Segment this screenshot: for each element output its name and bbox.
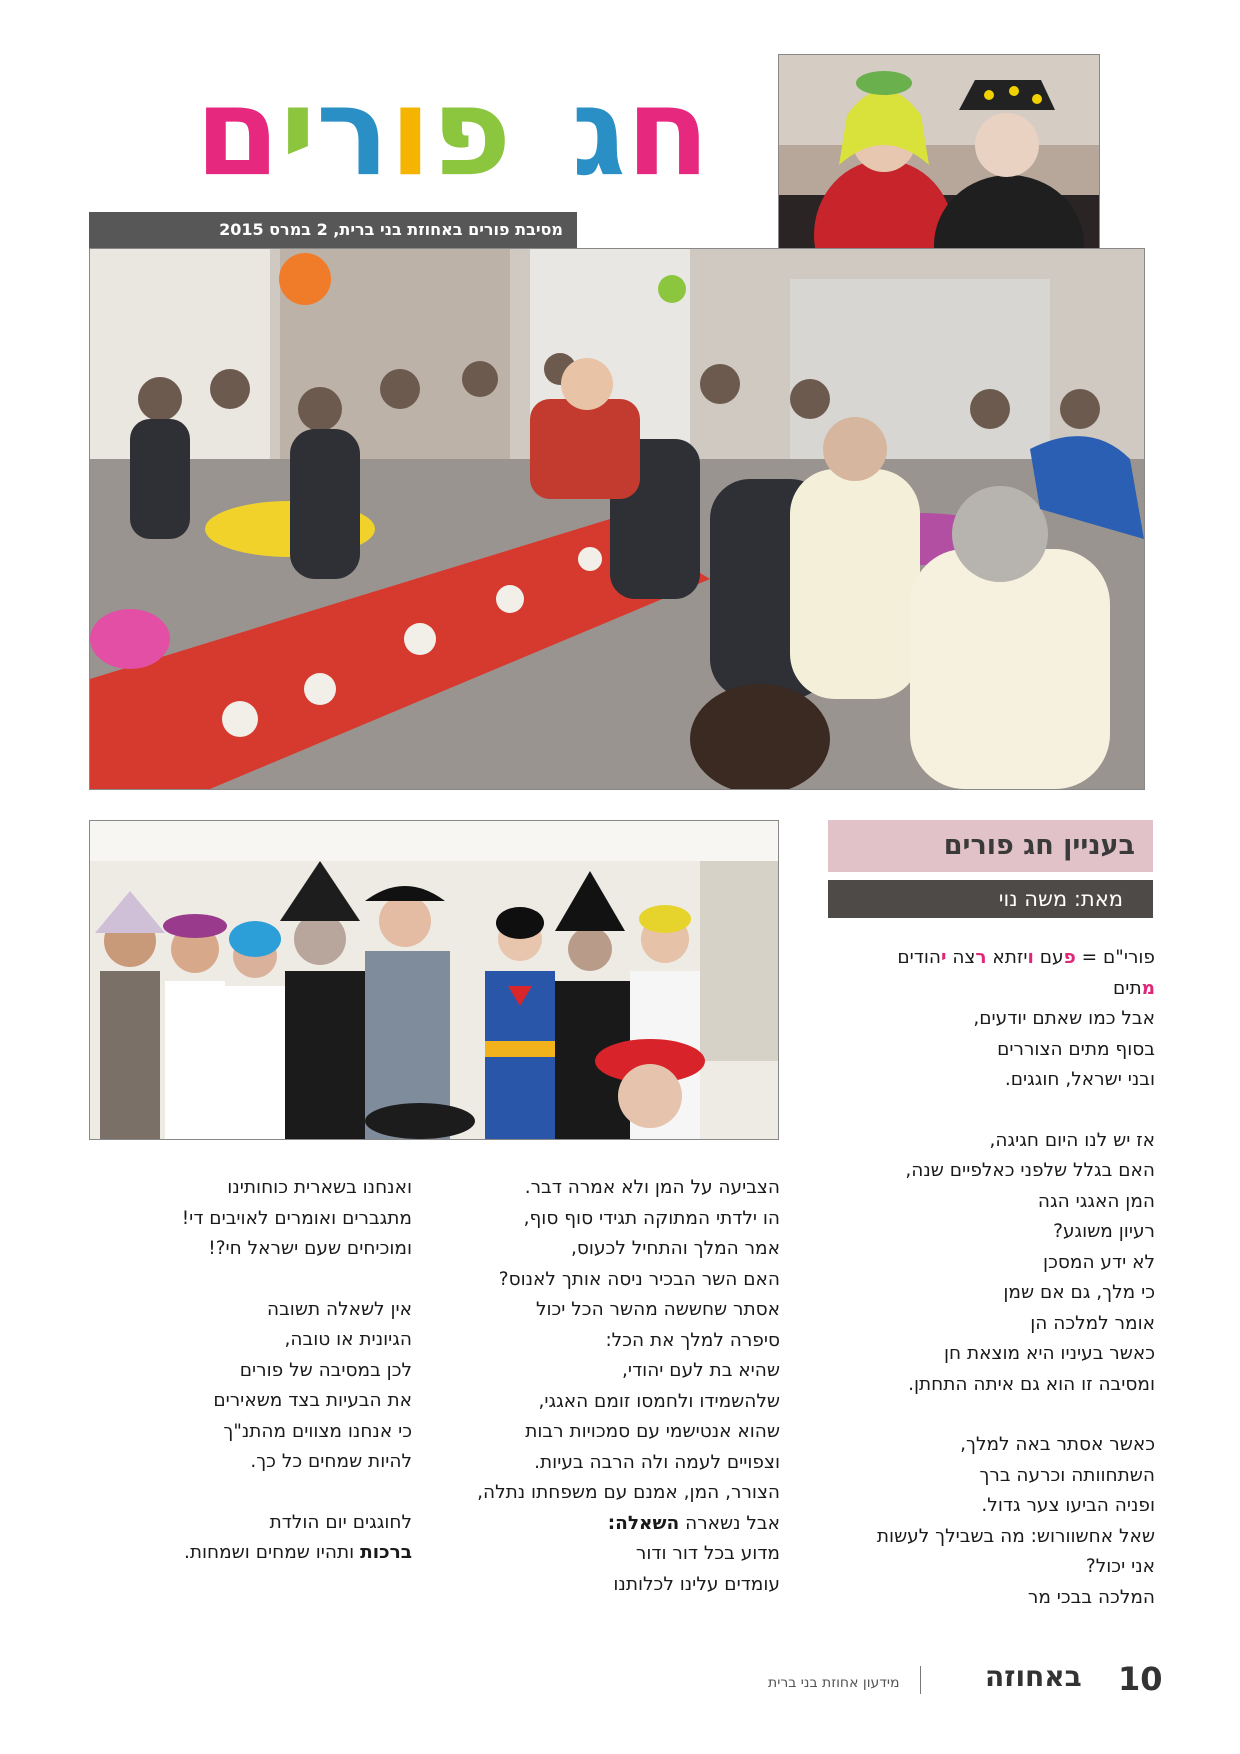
poem-line: אסתר שחששה מהשר הכל יכול [535, 1299, 780, 1320]
poem-line: המן האגגי הגה [1037, 1190, 1155, 1212]
stanza-gap [800, 1096, 1155, 1126]
poem-line-bold: ברכות [360, 1542, 412, 1563]
footer-divider [920, 1666, 921, 1694]
poem-line: הגיונית או טובה, [284, 1329, 412, 1350]
poem-line: שהיא בת לעם יהודי, [622, 1360, 780, 1381]
acrostic-letter: ו [1027, 947, 1034, 968]
acrostic-letter: מ [1141, 977, 1155, 999]
poem-line: כאשר אסתר באה למלך, [960, 1434, 1155, 1455]
poem-line-bold: השאלה: [607, 1512, 680, 1534]
poem-line: כאשר בעיניו היא מוצאת חן [943, 1343, 1155, 1364]
poem-line: מתגברים ואומרים לאויבים די! [181, 1207, 412, 1229]
acrostic-line [800, 943, 1155, 974]
poem-line: מדוע בכל דור ודור [635, 1543, 780, 1564]
title-letter: פ [431, 61, 512, 203]
title-word [571, 61, 710, 203]
poem-line: אני יכול? [1085, 1556, 1155, 1577]
poem-line: המלכה בבכי מר [1027, 1586, 1155, 1608]
stanza-gap [100, 1265, 412, 1295]
title-letter: ר [315, 61, 390, 203]
poem-line: שלהשמידו ולחמסו זומם האגגי, [538, 1390, 780, 1412]
poem-line: הצורר, המן, אמנם עם משפחתו נתלה, [477, 1482, 780, 1503]
poem-line: אין לשאלה תשובה [267, 1298, 412, 1320]
poem-line: הצביעה על המן ולא אמרה דבר. [524, 1177, 780, 1198]
poem-line: לא ידע המסכן [1043, 1251, 1155, 1273]
photo-purim-party [89, 248, 1145, 790]
poem-line: לכן במסיבה של פורים [239, 1359, 412, 1381]
title-letter: ח [625, 61, 710, 203]
magazine-subtitle: מידעון אחוזת בני ברית [768, 1675, 900, 1691]
poem-line: לחוגגים יום הולדת [269, 1511, 412, 1533]
poem-line-prefix: אבל נשארה [679, 1512, 780, 1534]
poem-line: את הבעיות בצד משאירים [213, 1390, 412, 1411]
poem-line: להיות שמחים כל כך. [250, 1451, 412, 1472]
poem-line: וצפויים לעמה ולה הרבה בעיות. [534, 1451, 780, 1473]
poem-line: אז יש לנו היום חגיגה, [989, 1129, 1155, 1151]
poem-line: ומסיבה זו הוא גם איתה התחתן. [908, 1373, 1155, 1395]
poem-line: רעיון משוגע? [1053, 1221, 1155, 1242]
poem-column-1 [800, 943, 1155, 1613]
stanza-gap [800, 1400, 1155, 1430]
poem-line: סיפרה למלך את הכל: [605, 1329, 780, 1351]
poem-line: השתחוותה וכרעה ברך [979, 1464, 1155, 1486]
poem-line: עומדים עלינו לכלותנו [613, 1573, 780, 1595]
acrostic-text: הודים [897, 947, 941, 968]
poem-line: אבל כמו שאתם יודעים, [973, 1008, 1155, 1029]
poem-line: ופניה הביעו צער גדול. [981, 1495, 1155, 1516]
poem-line: שהוא אנטישמי עם סמכויות רבות [525, 1421, 780, 1442]
poem-line: אמר המלך והתחיל לכעוס, [571, 1238, 780, 1259]
acrostic-text: עם [1033, 947, 1064, 968]
acrostic-line-2 [800, 974, 1155, 1005]
poem-line: בסוף מתים הצוררים [997, 1038, 1155, 1060]
title-letter: ם [195, 61, 280, 203]
title-letter: ו [389, 61, 432, 203]
poem-line: ואנחנו בשארית כוחותינו [227, 1177, 412, 1198]
title-letter: ג [571, 61, 626, 203]
poem-line [100, 1538, 412, 1569]
acrostic-letter: י [940, 947, 947, 968]
poem-line-rest: ותהיו שמחים ושמחות. [183, 1542, 361, 1563]
poem-line: כי אנחנו מצווים מהתנ"ך [223, 1420, 412, 1442]
title-letter: י [279, 61, 316, 203]
acrostic-text: פורי"ם = [1075, 947, 1155, 968]
poem-line: אומר למלכה הן [1030, 1312, 1155, 1334]
photo-caption: מסיבת פורים באחוזת בני ברית, 2 במרס 2015 [89, 212, 577, 248]
page-number: 10 [1118, 1660, 1163, 1698]
poem-column-3 [100, 1173, 412, 1569]
poem-line: האם השר הבכיר ניסה אותך לאנוס? [498, 1268, 780, 1290]
acrostic-letter: פ [1063, 947, 1076, 968]
poem-author: מאת: משה נוי [828, 880, 1153, 918]
poem-line: הו ילדתי המתוקה תגידי סוף סוף, [523, 1207, 780, 1229]
acrostic-rest: תים [1113, 977, 1142, 999]
poem-title: בעניין חג פורים [828, 820, 1153, 872]
poem-line: האם בגלל שלפני כאלפיים שנה, [905, 1160, 1155, 1181]
acrostic-text: יזתא [986, 947, 1028, 968]
title-word [195, 61, 512, 203]
poem-line: ובני ישראל, חוגגים. [1004, 1069, 1155, 1090]
poem-line [440, 1509, 780, 1540]
stanza-gap [100, 1478, 412, 1508]
page-title [195, 61, 765, 203]
acrostic-letter: ר [975, 947, 987, 968]
magazine-brand: באחוזה [985, 1660, 1082, 1693]
photo-staff-costumes [89, 820, 779, 1140]
poem-line: כי מלך, גם אם שמן [1003, 1282, 1155, 1303]
poem-line: שאל אחשוורוש: מה בשבילך לעשות [876, 1525, 1155, 1547]
acrostic-text: צה [946, 947, 976, 968]
poem-column-2 [440, 1173, 780, 1600]
poem-line: ומוכיחים שעם ישראל חי?! [208, 1238, 412, 1259]
